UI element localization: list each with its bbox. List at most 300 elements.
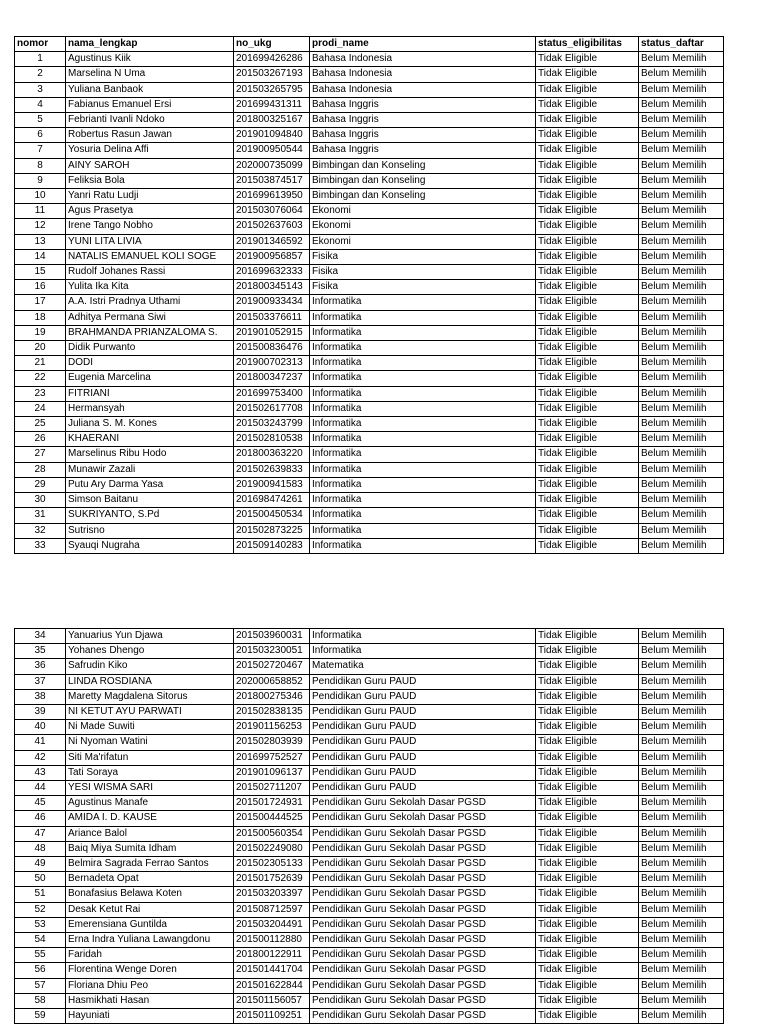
cell-status-daftar: Belum Memilih — [639, 857, 724, 872]
cell-status-eligibilitas: Tidak Eligible — [536, 234, 639, 249]
cell-no-ukg: 201502838135 — [234, 705, 310, 720]
cell-status-eligibilitas: Tidak Eligible — [536, 508, 639, 523]
table-row — [15, 735, 724, 750]
cell-nama-lengkap: Hayuniati — [66, 1009, 234, 1024]
cell-nama-lengkap: Agus Prasetya — [66, 204, 234, 219]
cell-status-daftar: Belum Memilih — [639, 113, 724, 128]
table-row — [15, 720, 724, 735]
cell-no-ukg: 201901346592 — [234, 234, 310, 249]
cell-status-eligibilitas: Tidak Eligible — [536, 295, 639, 310]
cell-no-ukg: 201503076064 — [234, 204, 310, 219]
cell-status-eligibilitas: Tidak Eligible — [536, 857, 639, 872]
cell-status-eligibilitas: Tidak Eligible — [536, 993, 639, 1008]
cell-nomor: 53 — [15, 917, 66, 932]
cell-no-ukg: 201503230051 — [234, 644, 310, 659]
table-row — [15, 781, 724, 796]
cell-nama-lengkap: Syauqi Nugraha — [66, 538, 234, 553]
cell-status-daftar: Belum Memilih — [639, 765, 724, 780]
cell-status-eligibilitas: Tidak Eligible — [536, 629, 639, 644]
cell-status-daftar: Belum Memilih — [639, 97, 724, 112]
cell-status-daftar: Belum Memilih — [639, 158, 724, 173]
cell-status-daftar: Belum Memilih — [639, 493, 724, 508]
cell-prodi-name: Pendidikan Guru Sekolah Dasar PGSD — [310, 993, 536, 1008]
cell-no-ukg: 202000658852 — [234, 674, 310, 689]
cell-no-ukg: 201502803939 — [234, 735, 310, 750]
table-row — [15, 477, 724, 492]
cell-status-eligibilitas: Tidak Eligible — [536, 841, 639, 856]
table-row — [15, 386, 724, 401]
table-row — [15, 295, 724, 310]
cell-prodi-name: Bahasa Indonesia — [310, 82, 536, 97]
cell-no-ukg: 201501156057 — [234, 993, 310, 1008]
cell-status-eligibilitas: Tidak Eligible — [536, 811, 639, 826]
table-row — [15, 82, 724, 97]
cell-nomor: 27 — [15, 447, 66, 462]
cell-no-ukg: 201900956857 — [234, 249, 310, 264]
cell-no-ukg: 201901052915 — [234, 325, 310, 340]
cell-prodi-name: Bahasa Inggris — [310, 128, 536, 143]
cell-prodi-name: Informatika — [310, 401, 536, 416]
cell-nama-lengkap: Ariance Balol — [66, 826, 234, 841]
cell-status-eligibilitas: Tidak Eligible — [536, 158, 639, 173]
cell-prodi-name: Pendidikan Guru Sekolah Dasar PGSD — [310, 841, 536, 856]
cell-no-ukg: 201503203397 — [234, 887, 310, 902]
cell-nomor: 56 — [15, 963, 66, 978]
cell-nama-lengkap: Yanri Ratu Ludji — [66, 189, 234, 204]
cell-nama-lengkap: Simson Baitanu — [66, 493, 234, 508]
cell-nama-lengkap: BRAHMANDA PRIANZALOMA S. — [66, 325, 234, 340]
cell-status-daftar: Belum Memilih — [639, 993, 724, 1008]
cell-no-ukg: 202000735099 — [234, 158, 310, 173]
cell-status-eligibilitas: Tidak Eligible — [536, 356, 639, 371]
cell-status-daftar: Belum Memilih — [639, 432, 724, 447]
cell-status-eligibilitas: Tidak Eligible — [536, 538, 639, 553]
table-row — [15, 280, 724, 295]
cell-nomor: 33 — [15, 538, 66, 553]
cell-nama-lengkap: YESI WISMA SARI — [66, 781, 234, 796]
cell-no-ukg: 201901156253 — [234, 720, 310, 735]
cell-no-ukg: 201502305133 — [234, 857, 310, 872]
cell-prodi-name: Pendidikan Guru PAUD — [310, 705, 536, 720]
cell-status-daftar: Belum Memilih — [639, 371, 724, 386]
cell-no-ukg: 201699753400 — [234, 386, 310, 401]
cell-prodi-name: Pendidikan Guru PAUD — [310, 720, 536, 735]
cell-nama-lengkap: Marselinus Ribu Hodo — [66, 447, 234, 462]
cell-status-eligibilitas: Tidak Eligible — [536, 52, 639, 67]
cell-status-daftar: Belum Memilih — [639, 523, 724, 538]
cell-status-eligibilitas: Tidak Eligible — [536, 432, 639, 447]
cell-prodi-name: Pendidikan Guru Sekolah Dasar PGSD — [310, 826, 536, 841]
cell-status-eligibilitas: Tidak Eligible — [536, 371, 639, 386]
cell-no-ukg: 201503265795 — [234, 82, 310, 97]
cell-status-daftar: Belum Memilih — [639, 341, 724, 356]
cell-status-daftar: Belum Memilih — [639, 417, 724, 432]
cell-nomor: 35 — [15, 644, 66, 659]
cell-prodi-name: Informatika — [310, 644, 536, 659]
cell-status-eligibilitas: Tidak Eligible — [536, 325, 639, 340]
cell-status-daftar: Belum Memilih — [639, 386, 724, 401]
table-row — [15, 644, 724, 659]
cell-status-eligibilitas: Tidak Eligible — [536, 796, 639, 811]
cell-nama-lengkap: Marselina N Uma — [66, 67, 234, 82]
cell-status-daftar: Belum Memilih — [639, 796, 724, 811]
cell-nomor: 8 — [15, 158, 66, 173]
cell-status-daftar: Belum Memilih — [639, 841, 724, 856]
cell-nomor: 37 — [15, 674, 66, 689]
cell-status-eligibilitas: Tidak Eligible — [536, 765, 639, 780]
table-row — [15, 887, 724, 902]
cell-status-eligibilitas: Tidak Eligible — [536, 249, 639, 264]
cell-nomor: 54 — [15, 933, 66, 948]
cell-prodi-name: Informatika — [310, 356, 536, 371]
cell-prodi-name: Informatika — [310, 538, 536, 553]
cell-nomor: 59 — [15, 1009, 66, 1024]
cell-nama-lengkap: Munawir Zazali — [66, 462, 234, 477]
table-row — [15, 902, 724, 917]
cell-nomor: 58 — [15, 993, 66, 1008]
cell-status-daftar: Belum Memilih — [639, 750, 724, 765]
table-row — [15, 508, 724, 523]
table-row — [15, 401, 724, 416]
cell-status-daftar: Belum Memilih — [639, 659, 724, 674]
cell-no-ukg: 201508712597 — [234, 902, 310, 917]
table-row — [15, 963, 724, 978]
cell-status-eligibilitas: Tidak Eligible — [536, 1009, 639, 1024]
cell-status-eligibilitas: Tidak Eligible — [536, 447, 639, 462]
cell-status-daftar: Belum Memilih — [639, 310, 724, 325]
cell-prodi-name: Bahasa Inggris — [310, 143, 536, 158]
table-row — [15, 173, 724, 188]
cell-status-eligibilitas: Tidak Eligible — [536, 963, 639, 978]
cell-prodi-name: Informatika — [310, 341, 536, 356]
cell-no-ukg: 201699613950 — [234, 189, 310, 204]
cell-status-eligibilitas: Tidak Eligible — [536, 735, 639, 750]
cell-nomor: 31 — [15, 508, 66, 523]
cell-status-eligibilitas: Tidak Eligible — [536, 310, 639, 325]
table-row — [15, 629, 724, 644]
cell-nama-lengkap: Putu Ary Darma Yasa — [66, 477, 234, 492]
cell-no-ukg: 201901094840 — [234, 128, 310, 143]
table-row — [15, 204, 724, 219]
cell-prodi-name: Pendidikan Guru PAUD — [310, 689, 536, 704]
cell-nomor: 51 — [15, 887, 66, 902]
table-row — [15, 841, 724, 856]
cell-nama-lengkap: Faridah — [66, 948, 234, 963]
cell-nomor: 50 — [15, 872, 66, 887]
table-row — [15, 796, 724, 811]
cell-no-ukg: 201502639833 — [234, 462, 310, 477]
cell-nomor: 12 — [15, 219, 66, 234]
table-row — [15, 371, 724, 386]
cell-status-daftar: Belum Memilih — [639, 674, 724, 689]
cell-no-ukg: 201900950544 — [234, 143, 310, 158]
cell-prodi-name: Informatika — [310, 417, 536, 432]
cell-nama-lengkap: Adhitya Permana Siwi — [66, 310, 234, 325]
cell-no-ukg: 201502810538 — [234, 432, 310, 447]
cell-status-eligibilitas: Tidak Eligible — [536, 689, 639, 704]
cell-nama-lengkap: Desak Ketut Rai — [66, 902, 234, 917]
cell-status-daftar: Belum Memilih — [639, 963, 724, 978]
cell-status-daftar: Belum Memilih — [639, 325, 724, 340]
cell-status-daftar: Belum Memilih — [639, 280, 724, 295]
cell-status-daftar: Belum Memilih — [639, 173, 724, 188]
cell-status-eligibilitas: Tidak Eligible — [536, 477, 639, 492]
cell-status-eligibilitas: Tidak Eligible — [536, 750, 639, 765]
cell-status-eligibilitas: Tidak Eligible — [536, 902, 639, 917]
cell-no-ukg: 201503204491 — [234, 917, 310, 932]
cell-status-daftar: Belum Memilih — [639, 477, 724, 492]
cell-status-eligibilitas: Tidak Eligible — [536, 386, 639, 401]
cell-prodi-name: Pendidikan Guru PAUD — [310, 674, 536, 689]
table-body — [15, 629, 724, 1024]
cell-status-eligibilitas: Tidak Eligible — [536, 341, 639, 356]
table-row — [15, 356, 724, 371]
cell-nomor: 23 — [15, 386, 66, 401]
cell-nomor: 44 — [15, 781, 66, 796]
cell-nama-lengkap: Baiq Miya Sumita Idham — [66, 841, 234, 856]
cell-nama-lengkap: Yanuarius Yun Djawa — [66, 629, 234, 644]
table-row — [15, 432, 724, 447]
cell-nama-lengkap: Belmira Sagrada Ferrao Santos — [66, 857, 234, 872]
cell-nama-lengkap: Eugenia Marcelina — [66, 371, 234, 386]
cell-status-eligibilitas: Tidak Eligible — [536, 887, 639, 902]
table-body — [15, 52, 724, 554]
cell-status-daftar: Belum Memilih — [639, 629, 724, 644]
cell-nomor: 38 — [15, 689, 66, 704]
cell-nomor: 41 — [15, 735, 66, 750]
cell-nomor: 42 — [15, 750, 66, 765]
table-row — [15, 158, 724, 173]
cell-status-daftar: Belum Memilih — [639, 720, 724, 735]
cell-no-ukg: 201900941583 — [234, 477, 310, 492]
cell-nama-lengkap: Didik Purwanto — [66, 341, 234, 356]
cell-status-daftar: Belum Memilih — [639, 219, 724, 234]
cell-nama-lengkap: Bernadeta Opat — [66, 872, 234, 887]
cell-nama-lengkap: Yosuria Delina Affi — [66, 143, 234, 158]
table-row — [15, 826, 724, 841]
cell-nama-lengkap: Siti Ma'rifatun — [66, 750, 234, 765]
cell-prodi-name: Pendidikan Guru PAUD — [310, 781, 536, 796]
cell-status-daftar: Belum Memilih — [639, 189, 724, 204]
table-row — [15, 933, 724, 948]
cell-prodi-name: Informatika — [310, 447, 536, 462]
table-row — [15, 447, 724, 462]
cell-no-ukg: 201500560354 — [234, 826, 310, 841]
cell-prodi-name: Pendidikan Guru PAUD — [310, 735, 536, 750]
cell-status-daftar: Belum Memilih — [639, 689, 724, 704]
cell-nomor: 57 — [15, 978, 66, 993]
table-row — [15, 249, 724, 264]
cell-nama-lengkap: Yuliana Banbaok — [66, 82, 234, 97]
cell-status-daftar: Belum Memilih — [639, 295, 724, 310]
cell-nomor: 39 — [15, 705, 66, 720]
cell-nama-lengkap: FITRIANI — [66, 386, 234, 401]
cell-nomor: 5 — [15, 113, 66, 128]
cell-status-daftar: Belum Memilih — [639, 356, 724, 371]
cell-nama-lengkap: Febrianti Ivanli Ndoko — [66, 113, 234, 128]
cell-nama-lengkap: NATALIS EMANUEL KOLI SOGE — [66, 249, 234, 264]
cell-status-eligibilitas: Tidak Eligible — [536, 143, 639, 158]
table-row — [15, 219, 724, 234]
cell-status-eligibilitas: Tidak Eligible — [536, 401, 639, 416]
cell-status-daftar: Belum Memilih — [639, 538, 724, 553]
cell-status-daftar: Belum Memilih — [639, 82, 724, 97]
cell-nomor: 32 — [15, 523, 66, 538]
table-row — [15, 978, 724, 993]
cell-nomor: 40 — [15, 720, 66, 735]
cell-prodi-name: Informatika — [310, 325, 536, 340]
cell-status-eligibilitas: Tidak Eligible — [536, 67, 639, 82]
cell-no-ukg: 201901096137 — [234, 765, 310, 780]
cell-nomor: 49 — [15, 857, 66, 872]
table-row — [15, 705, 724, 720]
table-row — [15, 341, 724, 356]
cell-status-eligibilitas: Tidak Eligible — [536, 644, 639, 659]
cell-nomor: 11 — [15, 204, 66, 219]
cell-status-daftar: Belum Memilih — [639, 933, 724, 948]
cell-prodi-name: Informatika — [310, 310, 536, 325]
cell-no-ukg: 201500836476 — [234, 341, 310, 356]
table-row — [15, 67, 724, 82]
table-row — [15, 493, 724, 508]
cell-status-daftar: Belum Memilih — [639, 644, 724, 659]
table-row — [15, 689, 724, 704]
header-status-eligibilitas: status_eligibilitas — [536, 37, 639, 52]
cell-prodi-name: Informatika — [310, 462, 536, 477]
cell-status-eligibilitas: Tidak Eligible — [536, 674, 639, 689]
cell-status-daftar: Belum Memilih — [639, 705, 724, 720]
table-row — [15, 234, 724, 249]
cell-nomor: 14 — [15, 249, 66, 264]
cell-nama-lengkap: Safrudin Kiko — [66, 659, 234, 674]
cell-no-ukg: 201800363220 — [234, 447, 310, 462]
cell-status-daftar: Belum Memilih — [639, 462, 724, 477]
cell-status-eligibilitas: Tidak Eligible — [536, 659, 639, 674]
header-prodi-name: prodi_name — [310, 37, 536, 52]
cell-status-eligibilitas: Tidak Eligible — [536, 917, 639, 932]
cell-no-ukg: 201500112880 — [234, 933, 310, 948]
cell-status-daftar: Belum Memilih — [639, 234, 724, 249]
table-row — [15, 523, 724, 538]
cell-status-eligibilitas: Tidak Eligible — [536, 781, 639, 796]
table-row — [15, 993, 724, 1008]
cell-prodi-name: Informatika — [310, 386, 536, 401]
cell-nomor: 26 — [15, 432, 66, 447]
cell-nama-lengkap: Hermansyah — [66, 401, 234, 416]
cell-status-eligibilitas: Tidak Eligible — [536, 113, 639, 128]
cell-prodi-name: Pendidikan Guru Sekolah Dasar PGSD — [310, 1009, 536, 1024]
cell-prodi-name: Bahasa Indonesia — [310, 67, 536, 82]
cell-status-daftar: Belum Memilih — [639, 1009, 724, 1024]
cell-nama-lengkap: Fabianus Emanuel Ersi — [66, 97, 234, 112]
cell-nama-lengkap: NI KETUT AYU PARWATI — [66, 705, 234, 720]
cell-prodi-name: Pendidikan Guru PAUD — [310, 765, 536, 780]
cell-no-ukg: 201503243799 — [234, 417, 310, 432]
cell-status-daftar: Belum Memilih — [639, 948, 724, 963]
cell-status-eligibilitas: Tidak Eligible — [536, 204, 639, 219]
cell-no-ukg: 201502873225 — [234, 523, 310, 538]
cell-prodi-name: Pendidikan Guru Sekolah Dasar PGSD — [310, 948, 536, 963]
cell-prodi-name: Pendidikan Guru Sekolah Dasar PGSD — [310, 933, 536, 948]
cell-status-eligibilitas: Tidak Eligible — [536, 978, 639, 993]
table-row — [15, 310, 724, 325]
cell-nomor: 17 — [15, 295, 66, 310]
data-table-page-2 — [14, 628, 724, 1024]
cell-nomor: 34 — [15, 629, 66, 644]
table-row — [15, 659, 724, 674]
cell-nomor: 46 — [15, 811, 66, 826]
table-row — [15, 674, 724, 689]
cell-status-eligibilitas: Tidak Eligible — [536, 265, 639, 280]
cell-prodi-name: Informatika — [310, 477, 536, 492]
cell-nomor: 4 — [15, 97, 66, 112]
cell-no-ukg: 201501752639 — [234, 872, 310, 887]
cell-prodi-name: Ekonomi — [310, 234, 536, 249]
table-row — [15, 1009, 724, 1024]
cell-status-daftar: Belum Memilih — [639, 781, 724, 796]
cell-nama-lengkap: Maretty Magdalena Sitorus — [66, 689, 234, 704]
cell-no-ukg: 201699426286 — [234, 52, 310, 67]
cell-no-ukg: 201503267193 — [234, 67, 310, 82]
cell-status-daftar: Belum Memilih — [639, 401, 724, 416]
cell-nama-lengkap: SUKRIYANTO, S.Pd — [66, 508, 234, 523]
cell-status-eligibilitas: Tidak Eligible — [536, 933, 639, 948]
cell-nomor: 45 — [15, 796, 66, 811]
cell-nomor: 28 — [15, 462, 66, 477]
cell-status-eligibilitas: Tidak Eligible — [536, 219, 639, 234]
cell-prodi-name: Fisika — [310, 265, 536, 280]
cell-nama-lengkap: Irene Tango Nobho — [66, 219, 234, 234]
cell-nama-lengkap: Juliana S. M. Kones — [66, 417, 234, 432]
cell-prodi-name: Pendidikan Guru PAUD — [310, 750, 536, 765]
table-row — [15, 417, 724, 432]
table-row — [15, 857, 724, 872]
cell-no-ukg: 201800275346 — [234, 689, 310, 704]
cell-nama-lengkap: Florentina Wenge Doren — [66, 963, 234, 978]
cell-status-daftar: Belum Memilih — [639, 887, 724, 902]
cell-status-daftar: Belum Memilih — [639, 249, 724, 264]
cell-status-eligibilitas: Tidak Eligible — [536, 705, 639, 720]
cell-prodi-name: Informatika — [310, 493, 536, 508]
cell-nama-lengkap: Ni Nyoman Watini — [66, 735, 234, 750]
cell-prodi-name: Matematika — [310, 659, 536, 674]
table-row — [15, 948, 724, 963]
cell-nomor: 25 — [15, 417, 66, 432]
cell-nomor: 22 — [15, 371, 66, 386]
cell-nama-lengkap: Floriana Dhiu Peo — [66, 978, 234, 993]
cell-status-eligibilitas: Tidak Eligible — [536, 280, 639, 295]
cell-status-daftar: Belum Memilih — [639, 811, 724, 826]
cell-status-daftar: Belum Memilih — [639, 128, 724, 143]
cell-status-eligibilitas: Tidak Eligible — [536, 948, 639, 963]
cell-no-ukg: 201502711207 — [234, 781, 310, 796]
cell-no-ukg: 201900702313 — [234, 356, 310, 371]
table-row — [15, 265, 724, 280]
table-row — [15, 811, 724, 826]
cell-no-ukg: 201698474261 — [234, 493, 310, 508]
cell-nomor: 7 — [15, 143, 66, 158]
table-row — [15, 52, 724, 67]
cell-nama-lengkap: Feliksia Bola — [66, 173, 234, 188]
cell-status-daftar: Belum Memilih — [639, 447, 724, 462]
cell-nama-lengkap: Yohanes Dhengo — [66, 644, 234, 659]
cell-status-daftar: Belum Memilih — [639, 826, 724, 841]
cell-status-eligibilitas: Tidak Eligible — [536, 189, 639, 204]
cell-prodi-name: Pendidikan Guru Sekolah Dasar PGSD — [310, 917, 536, 932]
cell-nomor: 30 — [15, 493, 66, 508]
cell-prodi-name: Informatika — [310, 629, 536, 644]
cell-status-daftar: Belum Memilih — [639, 265, 724, 280]
